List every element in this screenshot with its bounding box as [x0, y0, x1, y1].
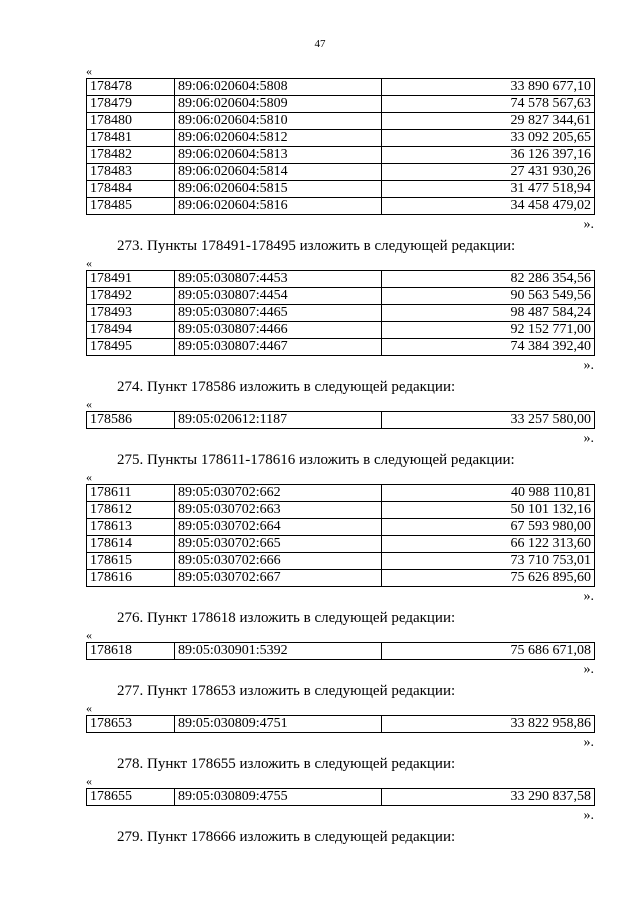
cadastral-number-cell: 89:06:020604:5808 [175, 79, 382, 96]
value-cell: 90 563 549,56 [382, 288, 595, 305]
cadastral-number-cell: 89:05:030702:666 [175, 553, 382, 570]
item-number-cell: 178614 [87, 536, 175, 553]
table-row [87, 113, 595, 130]
cadastral-number-cell: 89:06:020604:5816 [175, 198, 382, 215]
table-row [87, 412, 595, 429]
table-row [87, 716, 595, 733]
item-number-cell: 178494 [87, 322, 175, 339]
value-cell: 75 686 671,08 [382, 643, 595, 660]
item-number-cell: 178491 [87, 271, 175, 288]
cadastral-number-cell: 89:05:030809:4751 [175, 716, 382, 733]
value-cell: 82 286 354,56 [382, 271, 595, 288]
cadastral-number-cell: 89:05:030807:4454 [175, 288, 382, 305]
page-number: 47 [314, 38, 326, 50]
cadastral-number-cell: 89:05:030702:665 [175, 536, 382, 553]
table-row [87, 164, 595, 181]
cadastral-number-cell: 89:05:030809:4755 [175, 789, 382, 806]
table-row [87, 271, 595, 288]
close-quote: ». [583, 808, 594, 823]
value-cell: 74 384 392,40 [382, 339, 595, 356]
section-heading: 273. Пункты 178491-178495 изложить в следующей редакции: [117, 238, 516, 254]
table-row [87, 502, 595, 519]
value-cell: 27 431 930,26 [382, 164, 595, 181]
value-cell: 33 822 958,86 [382, 716, 595, 733]
value-cell: 34 458 479,02 [382, 198, 595, 215]
value-cell: 33 092 205,65 [382, 130, 595, 147]
item-number-cell: 178492 [87, 288, 175, 305]
close-quote: ». [583, 735, 594, 750]
value-cell: 50 101 132,16 [382, 502, 595, 519]
open-quote: « [86, 470, 92, 484]
cadastral-number-cell: 89:05:030807:4466 [175, 322, 382, 339]
value-cell: 98 487 584,24 [382, 305, 595, 322]
item-number-cell: 178655 [87, 789, 175, 806]
item-number-cell: 178479 [87, 96, 175, 113]
value-cell: 31 477 518,94 [382, 181, 595, 198]
close-quote: ». [583, 217, 594, 232]
item-number-cell: 178480 [87, 113, 175, 130]
cadastral-number-cell: 89:06:020604:5813 [175, 147, 382, 164]
amendment-section [86, 450, 594, 606]
cadastral-number-cell: 89:05:020612:1187 [175, 412, 382, 429]
value-cell: 40 988 110,81 [382, 485, 595, 502]
table-row [87, 288, 595, 305]
value-cell: 36 126 397,16 [382, 147, 595, 164]
amendment-section [86, 377, 594, 448]
table-row [87, 305, 595, 322]
table-row [87, 198, 595, 215]
data-table [86, 270, 595, 356]
table-row [87, 570, 595, 587]
cadastral-number-cell: 89:05:030702:667 [175, 570, 382, 587]
table-row [87, 553, 595, 570]
item-number-cell: 178613 [87, 519, 175, 536]
cadastral-number-cell: 89:06:020604:5812 [175, 130, 382, 147]
table-row [87, 485, 595, 502]
data-table [86, 788, 595, 806]
value-cell: 74 578 567,63 [382, 96, 595, 113]
table-row [87, 79, 595, 96]
value-cell: 29 827 344,61 [382, 113, 595, 130]
section-heading: 274. Пункт 178586 изложить в следующей редакции: [117, 379, 456, 395]
table-row [87, 96, 595, 113]
value-cell: 66 122 313,60 [382, 536, 595, 553]
amendment-section [86, 754, 594, 825]
item-number-cell: 178586 [87, 412, 175, 429]
cadastral-number-cell: 89:05:030901:5392 [175, 643, 382, 660]
section-heading: 275. Пункты 178611-178616 изложить в следующей редакции: [117, 452, 515, 468]
amendment-section [86, 681, 594, 752]
open-quote: « [86, 397, 92, 411]
item-number-cell: 178653 [87, 716, 175, 733]
item-number-cell: 178482 [87, 147, 175, 164]
cadastral-number-cell: 89:05:030807:4453 [175, 271, 382, 288]
value-cell: 33 290 837,58 [382, 789, 595, 806]
cadastral-number-cell: 89:05:030807:4467 [175, 339, 382, 356]
cadastral-number-cell: 89:05:030702:662 [175, 485, 382, 502]
item-number-cell: 178612 [87, 502, 175, 519]
data-table [86, 715, 595, 733]
cadastral-number-cell: 89:05:030807:4465 [175, 305, 382, 322]
table-row [87, 643, 595, 660]
cadastral-number-cell: 89:06:020604:5810 [175, 113, 382, 130]
cadastral-number-cell: 89:06:020604:5815 [175, 181, 382, 198]
section-heading: 279. Пункт 178666 изложить в следующей редакции: [117, 829, 456, 845]
item-number-cell: 178484 [87, 181, 175, 198]
value-cell: 92 152 771,00 [382, 322, 595, 339]
data-table [86, 642, 595, 660]
table-row [87, 519, 595, 536]
value-cell: 67 593 980,00 [382, 519, 595, 536]
amendment-section [86, 608, 594, 679]
cadastral-number-cell: 89:06:020604:5809 [175, 96, 382, 113]
open-quote: « [86, 64, 92, 78]
section-heading: 278. Пункт 178655 изложить в следующей редакции: [117, 756, 456, 772]
item-number-cell: 178618 [87, 643, 175, 660]
amendment-section [86, 64, 594, 234]
table-row [87, 789, 595, 806]
open-quote: « [86, 774, 92, 788]
cadastral-number-cell: 89:06:020604:5814 [175, 164, 382, 181]
table-row [87, 322, 595, 339]
table-row [87, 339, 595, 356]
data-table [86, 411, 595, 429]
item-number-cell: 178616 [87, 570, 175, 587]
item-number-cell: 178485 [87, 198, 175, 215]
item-number-cell: 178493 [87, 305, 175, 322]
table-row [87, 147, 595, 164]
table-row [87, 130, 595, 147]
table-row [87, 536, 595, 553]
cadastral-number-cell: 89:05:030702:663 [175, 502, 382, 519]
open-quote: « [86, 256, 92, 270]
value-cell: 75 626 895,60 [382, 570, 595, 587]
item-number-cell: 178481 [87, 130, 175, 147]
section-heading: 276. Пункт 178618 изложить в следующей редакции: [117, 610, 456, 626]
open-quote: « [86, 701, 92, 715]
close-quote: ». [583, 589, 594, 604]
data-table [86, 484, 595, 587]
cadastral-number-cell: 89:05:030702:664 [175, 519, 382, 536]
close-quote: ». [583, 358, 594, 373]
open-quote: « [86, 628, 92, 642]
close-quote: ». [583, 662, 594, 677]
value-cell: 33 890 677,10 [382, 79, 595, 96]
item-number-cell: 178495 [87, 339, 175, 356]
section-heading: 277. Пункт 178653 изложить в следующей редакции: [117, 683, 456, 699]
data-table [86, 78, 595, 215]
document-body [86, 64, 594, 847]
value-cell: 33 257 580,00 [382, 412, 595, 429]
value-cell: 73 710 753,01 [382, 553, 595, 570]
item-number-cell: 178483 [87, 164, 175, 181]
close-quote: ». [583, 431, 594, 446]
item-number-cell: 178611 [87, 485, 175, 502]
item-number-cell: 178478 [87, 79, 175, 96]
table-row [87, 181, 595, 198]
amendment-section [86, 236, 594, 375]
item-number-cell: 178615 [87, 553, 175, 570]
